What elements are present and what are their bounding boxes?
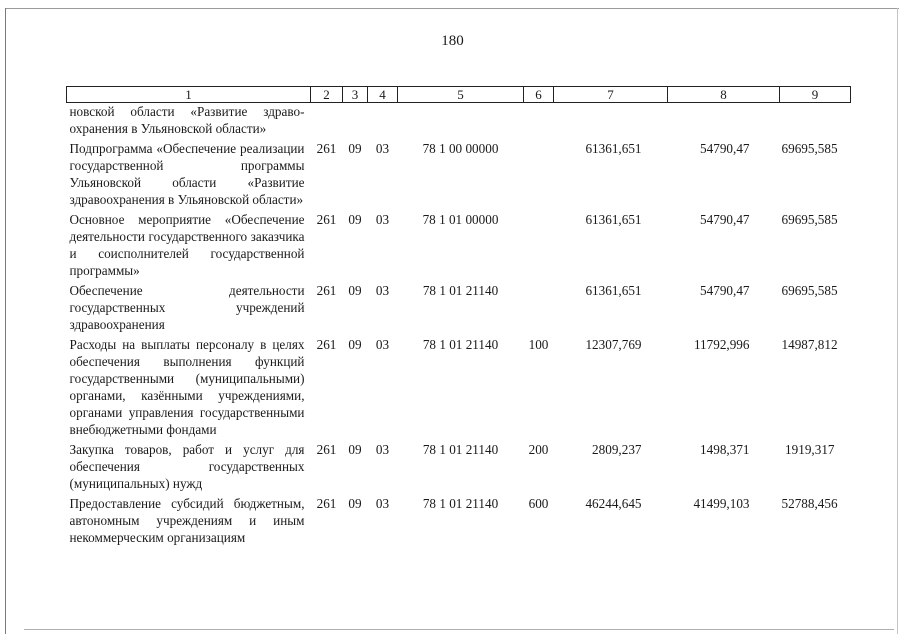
page-edge-left — [5, 8, 6, 634]
cell-code-3 — [343, 103, 368, 138]
table-row — [67, 208, 851, 279]
cell-code-6 — [524, 137, 554, 208]
page-number: 180 — [441, 33, 464, 49]
cell-code-4: 03 — [375, 496, 390, 511]
page-edge-right — [897, 8, 898, 634]
cell-code-3: 09 — [348, 141, 362, 156]
cell-code-5: 78 1 01 00000 — [422, 212, 499, 227]
page-edge-top — [6, 8, 899, 9]
cell-code-5: 78 1 01 21140 — [422, 442, 499, 457]
row-name: новской области «Развитие здраво-охранения в Ульяновской области» — [69, 104, 305, 136]
row-name: Обеспечение деятельности государственных учреждений здравоохранения — [69, 283, 305, 332]
cell-code-6 — [524, 279, 554, 333]
cell-code-3: 09 — [348, 496, 362, 511]
page-edge-bottom — [24, 629, 894, 630]
cell-code-2: 261 — [316, 141, 337, 156]
cell-code-4: 03 — [375, 283, 390, 298]
cell-amount-8: 54790,47 — [700, 212, 750, 227]
cell-code-2: 261 — [316, 496, 337, 511]
cell-code-4: 03 — [375, 337, 390, 352]
cell-code-3: 09 — [348, 212, 362, 227]
table-row — [67, 279, 851, 333]
row-name: Закупка товаров, работ и услуг для обеспечения государственных (муниципальных) нужд — [69, 442, 305, 491]
cell-code-5 — [398, 103, 524, 138]
cell-code-6: 600 — [528, 496, 549, 511]
cell-code-2: 261 — [316, 337, 337, 352]
cell-code-2: 261 — [316, 283, 337, 298]
cell-amount-9: 69695,585 — [781, 283, 838, 298]
cell-code-5: 78 1 01 21140 — [422, 496, 499, 511]
cell-amount-8: 41499,103 — [693, 496, 750, 511]
table-row — [67, 492, 851, 546]
table-row — [67, 103, 851, 138]
cell-amount-9 — [780, 103, 851, 138]
cell-code-5: 78 1 01 21140 — [422, 283, 499, 298]
cell-amount-8: 11792,996 — [693, 337, 750, 352]
column-header: 3 — [343, 87, 368, 103]
column-header: 5 — [398, 87, 524, 103]
cell-amount-8: 1498,371 — [700, 442, 750, 457]
cell-code-6 — [524, 208, 554, 279]
cell-amount-9: 14987,812 — [781, 337, 838, 352]
cell-code-5: 78 1 00 00000 — [422, 141, 499, 156]
column-header: 2 — [311, 87, 343, 103]
row-name: Предоставление субсидий бюджетным, автономным учреждениям и иным некоммерческим организациям — [69, 496, 305, 545]
cell-code-4: 03 — [375, 442, 390, 457]
cell-amount-7: 2809,237 — [592, 442, 642, 457]
cell-amount-7: 61361,651 — [585, 141, 642, 156]
cell-amount-9: 69695,585 — [781, 141, 838, 156]
cell-amount-9: 69695,585 — [781, 212, 838, 227]
cell-amount-9: 1919,317 — [785, 442, 835, 457]
cell-code-2: 261 — [316, 212, 337, 227]
cell-code-4 — [368, 103, 398, 138]
cell-code-3: 09 — [348, 337, 362, 352]
budget-table — [66, 86, 851, 546]
cell-code-3: 09 — [348, 283, 362, 298]
table-row — [67, 137, 851, 208]
row-name: Подпрограмма «Обеспечение реализации государственной программы Ульяновской области «Развитие здравоохранения в Ульяновской области» — [69, 141, 305, 207]
row-name: Основное мероприятие «Обеспечение деятельности государственного заказчика и соисполнителей государственной программы» — [69, 212, 305, 278]
column-header: 6 — [524, 87, 554, 103]
cell-code-2: 261 — [316, 442, 337, 457]
cell-amount-8: 54790,47 — [700, 141, 750, 156]
cell-code-6 — [524, 103, 554, 138]
cell-code-3: 09 — [348, 442, 362, 457]
cell-amount-7: 61361,651 — [585, 212, 642, 227]
column-header: 9 — [780, 87, 851, 103]
cell-amount-8 — [668, 103, 780, 138]
column-header: 8 — [668, 87, 780, 103]
cell-code-6: 200 — [528, 442, 549, 457]
column-header: 4 — [368, 87, 398, 103]
cell-amount-7: 46244,645 — [585, 496, 642, 511]
cell-code-2 — [311, 103, 343, 138]
cell-code-4: 03 — [375, 141, 390, 156]
column-header: 1 — [67, 87, 311, 103]
row-name: Расходы на выплаты персоналу в целях обеспечения выполнения функций государственными (муниципальными) органами, казёнными учреждениями, органами управления государственными внебюджетными фондами — [69, 337, 305, 437]
table-row — [67, 438, 851, 492]
cell-code-6: 100 — [528, 337, 549, 352]
cell-code-5: 78 1 01 21140 — [422, 337, 499, 352]
cell-amount-8: 54790,47 — [700, 283, 750, 298]
cell-amount-9: 52788,456 — [781, 496, 838, 511]
column-header: 7 — [554, 87, 668, 103]
cell-amount-7: 12307,769 — [585, 337, 642, 352]
table-row — [67, 333, 851, 438]
cell-amount-7: 61361,651 — [585, 283, 642, 298]
cell-amount-7 — [554, 103, 668, 138]
cell-code-4: 03 — [375, 212, 390, 227]
table-header-row — [67, 87, 851, 103]
